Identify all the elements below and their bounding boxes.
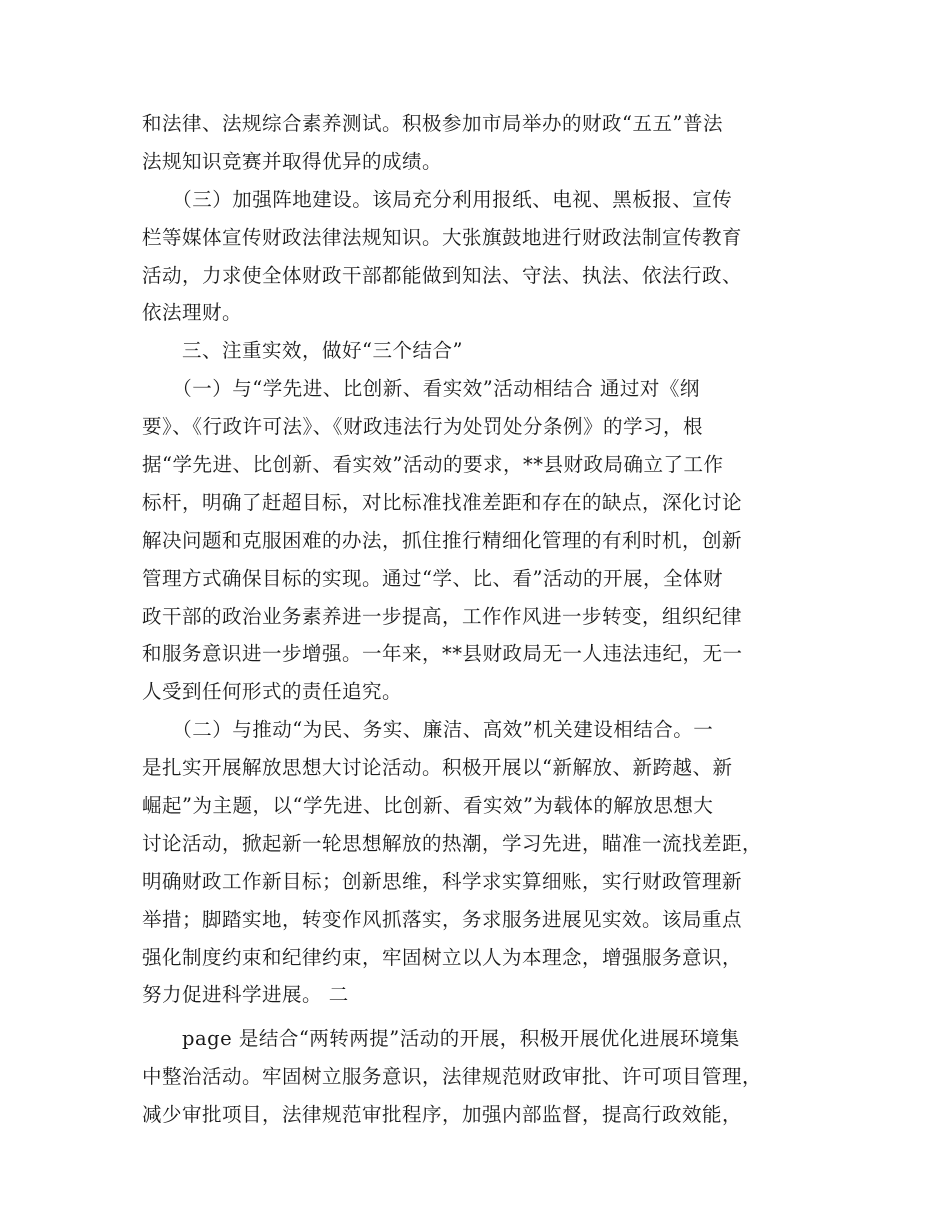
- text-line-10: 据“学先进、比创新、看实效”活动的要求，**县财政局确立了工作: [142, 453, 724, 477]
- text-line-2: 法规知识竞赛并取得优异的成绩。: [142, 149, 443, 173]
- text-line-24: 努力促进科学进展。 二: [142, 983, 349, 1007]
- text-line-19: 崛起”为主题，以“学先进、比创新、看实效”为载体的解放思想大: [142, 794, 714, 818]
- text-line-11: 标杆，明确了赶超目标，对比标准找准差距和存在的缺点，深化讨论: [142, 490, 743, 514]
- text-line-15: 和服务意识进一步增强。一年来，**县财政局无一人违法违纪，无一: [142, 642, 743, 666]
- text-line-8: （一）与“学先进、比创新、看实效”活动相结合 通过对《纲: [142, 377, 700, 401]
- text-line-23: 强化制度约束和纪律约束，牢固树立以人为本理念，增强服务意识，: [142, 945, 743, 969]
- text-line-6: 依法理财。: [142, 301, 243, 325]
- text-line-1: 和法律、法规综合素养测试。积极参加市局举办的财政“五五”普法: [142, 112, 723, 135]
- text-line-16: 人受到任何形式的责任追究。: [142, 680, 403, 704]
- text-line-9: 要》、《行政许可法》、《财政违法行为处罚处分条例》的学习，根: [142, 415, 704, 439]
- text-line-13: 管理方式确保目标的实现。通过“学、比、看”活动的开展，全体财: [142, 566, 723, 590]
- continuation-line-1: page 是结合“两转两提”活动的开展，积极开展优化进展环境集: [142, 1027, 740, 1051]
- text-line-17: （二）与推动“为民、务实、廉洁、高效”机关建设相结合。一: [142, 718, 714, 742]
- text-line-20: 讨论活动，掀起新一轮思想解放的热潮，学习先进，瞄准一流找差距，: [142, 831, 763, 855]
- body-text: [142, 105, 802, 1134]
- text-line-3: （三）加强阵地建设。该局充分利用报纸、电视、黑板报、宣传: [142, 187, 733, 211]
- text-line-21: 明确财政工作新目标；创新思维，科学求实算细账，实行财政管理新: [142, 869, 743, 893]
- text-line-22: 举措；脚踏实地，转变作风抓落实，务求服务进展见实效。该局重点: [142, 907, 743, 931]
- continuation-line-2: 中整治活动。牢固树立服务意识，法律规范财政审批、许可项目管理，: [142, 1065, 763, 1089]
- text-line-5: 活动，力求使全体财政干部都能做到知法、守法、执法、依法行政、: [142, 263, 743, 287]
- text-line-18: 是扎实开展解放思想大讨论活动。积极开展以“新解放、新跨越、新: [142, 756, 733, 780]
- text-line-14: 政干部的政治业务素养进一步提高，工作作风进一步转变，组织纪律: [142, 604, 743, 628]
- section-heading-3: 三、注重实效，做好“三个结合”: [142, 339, 463, 363]
- text-line-4: 栏等媒体宣传财政法律法规知识。大张旗鼓地进行财政法制宣传教育: [142, 225, 743, 249]
- continuation-line-3: 减少审批项目，法律规范审批程序，加强内部监督，提高行政效能，: [142, 1103, 743, 1127]
- text-line-12: 解决问题和克服困难的办法，抓住推行精细化管理的有利时机，创新: [142, 528, 743, 552]
